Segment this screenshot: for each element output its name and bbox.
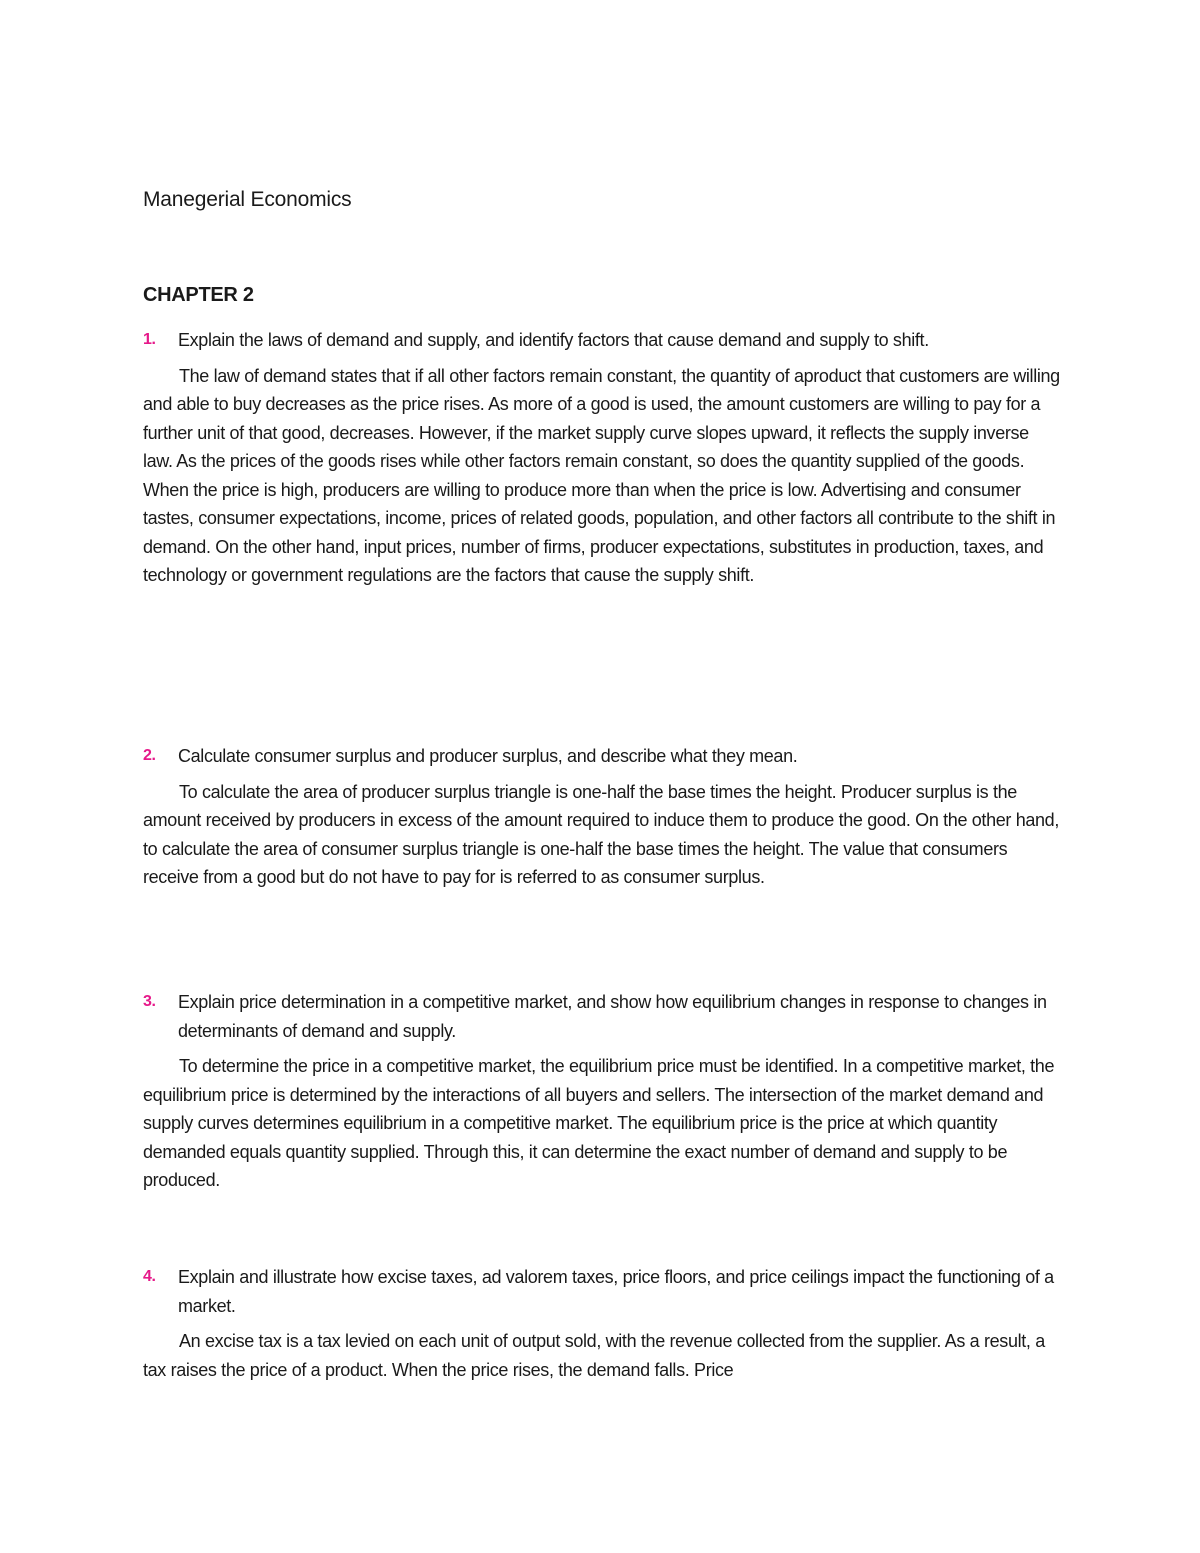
question-prompt: Calculate consumer surplus and producer surplus, and describe what they mean. <box>178 746 798 766</box>
question-2-heading <box>143 742 1063 771</box>
question-2 <box>143 742 1063 910</box>
question-3-heading <box>143 988 1063 1045</box>
question-prompt: Explain the laws of demand and supply, and identify factors that cause demand and supply to shift. <box>178 330 929 350</box>
answer-paragraph: An excise tax is a tax levied on each unit of output sold, with the revenue collected from the supplier. As a result, a tax raises the price of a product. When the price rises, the demand falls. Price <box>143 1331 1045 1380</box>
chapter-heading: CHAPTER 2 <box>143 284 254 306</box>
question-1 <box>143 326 1063 608</box>
answer-paragraph: To calculate the area of producer surplus triangle is one-half the base times the height. Producer surplus is the amount received by producers in excess of the amount required to induce them to produce the good. On the other hand, to calculate the area of consumer surplus triangle is one-half the base times the height. The value that consumers receive from a good but do not have to pay for is referred to as consumer surplus. <box>143 781 1059 887</box>
answer-paragraph: To determine the price in a competitive market, the equilibrium price must be identified. In a competitive market, the equilibrium price is determined by the interactions of all buyers and sellers. The intersection of the market demand and supply curves determines equilibrium in a competitive market. The equilibrium price is the price at which quantity demanded equals quantity supplied. Through this, it can determine the exact number of demand and supply to be produced. <box>143 1056 1055 1190</box>
question-1-heading <box>143 326 1063 355</box>
question-prompt: Explain and illustrate how excise taxes, ad valorem taxes, price floors, and price ceilings impact the functioning of a market. <box>178 1267 1054 1316</box>
question-3 <box>143 988 1063 1213</box>
document-title: Manegerial Economics <box>143 188 352 211</box>
question-number: 1. <box>143 331 156 348</box>
question-4 <box>143 1263 1063 1402</box>
question-4-heading <box>143 1263 1063 1320</box>
question-prompt: Explain price determination in a competitive market, and show how equilibrium changes in response to changes in determinants of demand and supply. <box>178 992 1047 1041</box>
question-number: 2. <box>143 747 156 764</box>
question-number: 3. <box>143 993 156 1010</box>
answer-paragraph: The law of demand states that if all other factors remain constant, the quantity of aproduct that customers are willing and able to buy decreases as the price rises. As more of a good is used, the amount customers are willing to pay for a further unit of that good, decreases. However, if the market supply curve slopes upward, it reflects the supply inverse law. As the prices of the goods rises while other factors remain constant, so does the quantity supplied of the goods. When the price is high, producers are willing to produce more than when the price is low. Advertising and consumer tastes, consumer expectations, income, prices of related goods, population, and other factors all contribute to the shift in demand. On the other hand, input prices, number of firms, producer expectations, substitutes in production, taxes, and technology or government regulations are the factors that cause the supply shift. <box>143 365 1060 585</box>
question-number: 4. <box>143 1268 156 1285</box>
